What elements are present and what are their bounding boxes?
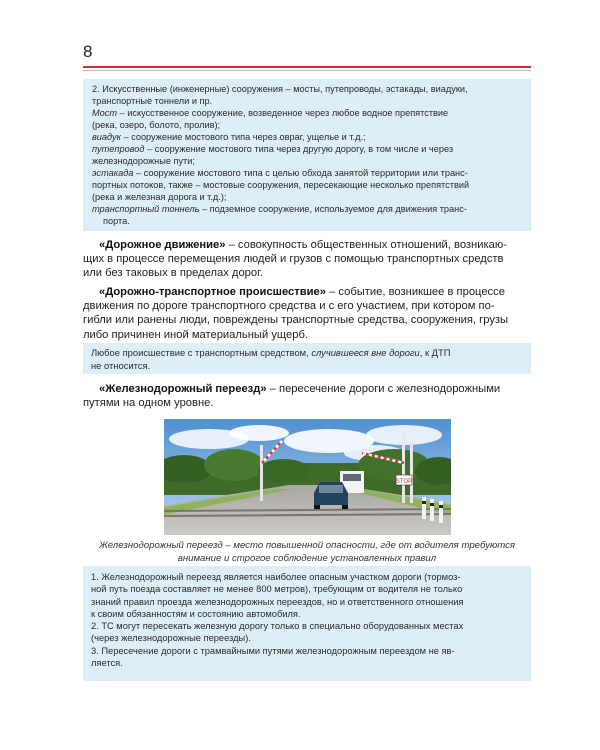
box-line: 2. Искусственные (инженерные) сооружения – мосты, путепроводы, эстакады, виадуки, bbox=[92, 84, 468, 94]
term-viaduk: виадук bbox=[92, 132, 121, 142]
box-line: портных потоков, также – мостовые сооружения, пересекающие несколько препятствий bbox=[92, 180, 470, 190]
term-puteprovod: путепровод bbox=[92, 144, 145, 154]
rule-line: к своим обязанностям и состоянию автомобиля. bbox=[91, 608, 301, 619]
rule-line: ной путь поезда составляет не менее 800 метров), требующим от водителя не только bbox=[91, 584, 463, 595]
structures-definition-box bbox=[83, 79, 531, 231]
page-number: 8 bbox=[83, 42, 93, 61]
railway-crossing-definition: «Железнодорожный переезд» – пересечение дороги с железнодорожными путями на одном уровне. bbox=[83, 383, 501, 410]
term-road-traffic: «Дорожное движение» bbox=[99, 239, 226, 251]
box-line: виадук – сооружение мостового типа через овраг, ущелье и т.д.; bbox=[92, 132, 366, 142]
rule-line: 2. ТС могут пересекать железную дорогу только в специально оборудованных местах bbox=[91, 621, 464, 632]
railway-crossing-photo bbox=[164, 419, 451, 535]
box-line: транспортный тоннель – подземное сооружение, используемое для движения транс- bbox=[92, 204, 467, 214]
box-line: (река, озеро, болото, пролив); bbox=[92, 120, 221, 130]
accident-definition: «Дорожно-транспортное происшествие» – событие, возникшее в процессе движения по дороге транспортного средства и с его участием, при котором по- гибли или ранены люди, повреждены транспортные средства, сооружения, грузы либо причинен иной материальный ущерб. bbox=[83, 286, 509, 341]
box-line: путепровод – сооружение мостового типа через другую дорогу, в том числе и через bbox=[92, 144, 454, 154]
rule-line: 1. Железнодорожный переезд является наиболее опасным участком дороги (тормоз- bbox=[91, 572, 461, 582]
term-accident: «Дорожно-транспортное происшествие» bbox=[99, 286, 326, 298]
header-red-rule bbox=[83, 66, 531, 68]
term-estakada: эстакада bbox=[92, 168, 134, 178]
box-line: Мост – искусственное сооружение, возведенное через любое водное препятствие bbox=[92, 108, 449, 118]
term-most: Мост bbox=[92, 108, 118, 118]
box-line: транспортные тоннели и пр. bbox=[92, 96, 213, 106]
accident-note-box bbox=[83, 343, 531, 374]
photo-caption: Железнодорожный переезд – место повышенной опасности, где от водителя требуются внимание и строгое соблюдение установленных правил bbox=[98, 540, 516, 564]
note-line: Любое происшествие с транспортным средством, случившееся вне дороги, к ДТП bbox=[91, 347, 451, 358]
road-traffic-definition: «Дорожное движение» – совокупность общественных отношений, возникаю- щих в процессе перемещения людей и грузов с помощью транспортных средств или без таковых в пределах дорог. bbox=[83, 239, 507, 280]
box-line: эстакада – сооружение мостового типа с целью обхода занятой территории или транс- bbox=[92, 168, 468, 178]
term-tunnel: транспортный тоннель bbox=[92, 204, 200, 214]
box-line: (река и железная дорога и т.д.); bbox=[92, 192, 227, 202]
box-line: порта. bbox=[103, 216, 130, 226]
note-line: не относится. bbox=[91, 359, 151, 371]
stop-sign-text: STOP bbox=[395, 479, 413, 485]
term-railway-crossing: «Железнодорожный переезд» bbox=[99, 383, 267, 395]
rule-line: (через железнодорожные переезды). bbox=[91, 633, 251, 644]
header-gray-rule bbox=[83, 70, 531, 71]
rule-line: знаний правил проезда железнодорожных переездов, но и ответственного отношения bbox=[91, 596, 464, 607]
box-line: железнодорожные пути; bbox=[92, 156, 195, 166]
rule-line: ляется. bbox=[91, 658, 123, 669]
railway-crossing-rules-box bbox=[83, 566, 531, 681]
rule-line: 3. Пересечение дороги с трамвайными путями железнодорожным переездом не яв- bbox=[91, 645, 455, 656]
